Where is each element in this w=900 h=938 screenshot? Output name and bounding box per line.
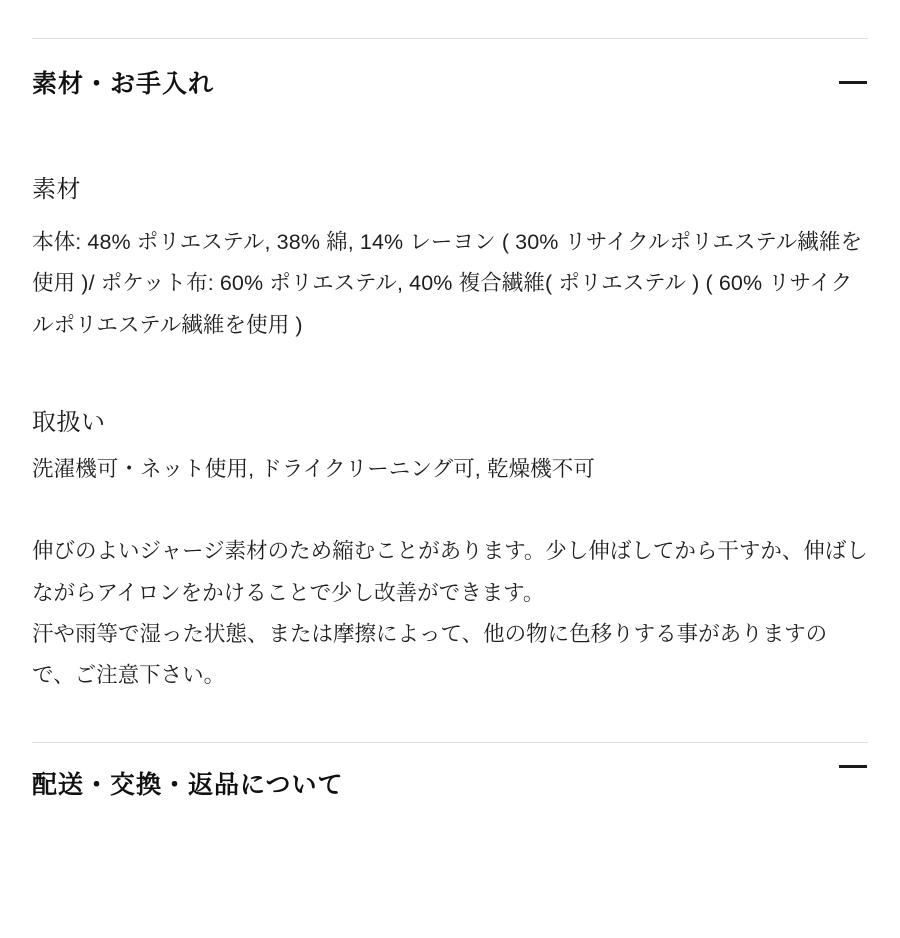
material-composition-text: 本体: 48% ポリエステル, 38% 綿, 14% レーヨン ( 30% リサイクルポリエステル繊維を使用 )/ ポケット布: 60% ポリエステル, 40% 複合繊維( ポリエステル ) ( 60% リサイクルポリエステル繊維を使用 ) (32, 230, 863, 337)
care-notes (32, 531, 868, 696)
care-instructions-text: 洗濯機可・ネット使用, ドライクリーニング可, 乾燥機不可 (32, 456, 596, 481)
product-detail-accordion (0, 38, 900, 938)
section-title-shipping-returns: 配送・交換・返品について (32, 771, 344, 800)
section-header-material-care[interactable] (0, 39, 900, 125)
section-content-material-care (0, 169, 900, 696)
care-heading: 取扱い (32, 408, 106, 436)
section-header-shipping-returns[interactable] (0, 743, 900, 825)
material-heading: 素材 (32, 176, 81, 203)
minus-icon[interactable] (838, 81, 868, 84)
minus-icon-bar (839, 81, 867, 84)
minus-icon-shipping[interactable] (838, 765, 868, 768)
section-title-material-care: 素材・お手入れ (32, 70, 215, 98)
minus-icon-bar-shipping (839, 765, 867, 768)
care-note-shrink: 伸びのよいジャージ素材のため縮むことがあります。少し伸ばしてから干すか、伸ばしながらアイロンをかけることで少し改善ができます。 (32, 539, 868, 605)
care-note-color-transfer: 汗や雨等で湿った状態、または摩擦によって、他の物に色移りする事がありますので、ご注意下さい。 (32, 621, 828, 688)
